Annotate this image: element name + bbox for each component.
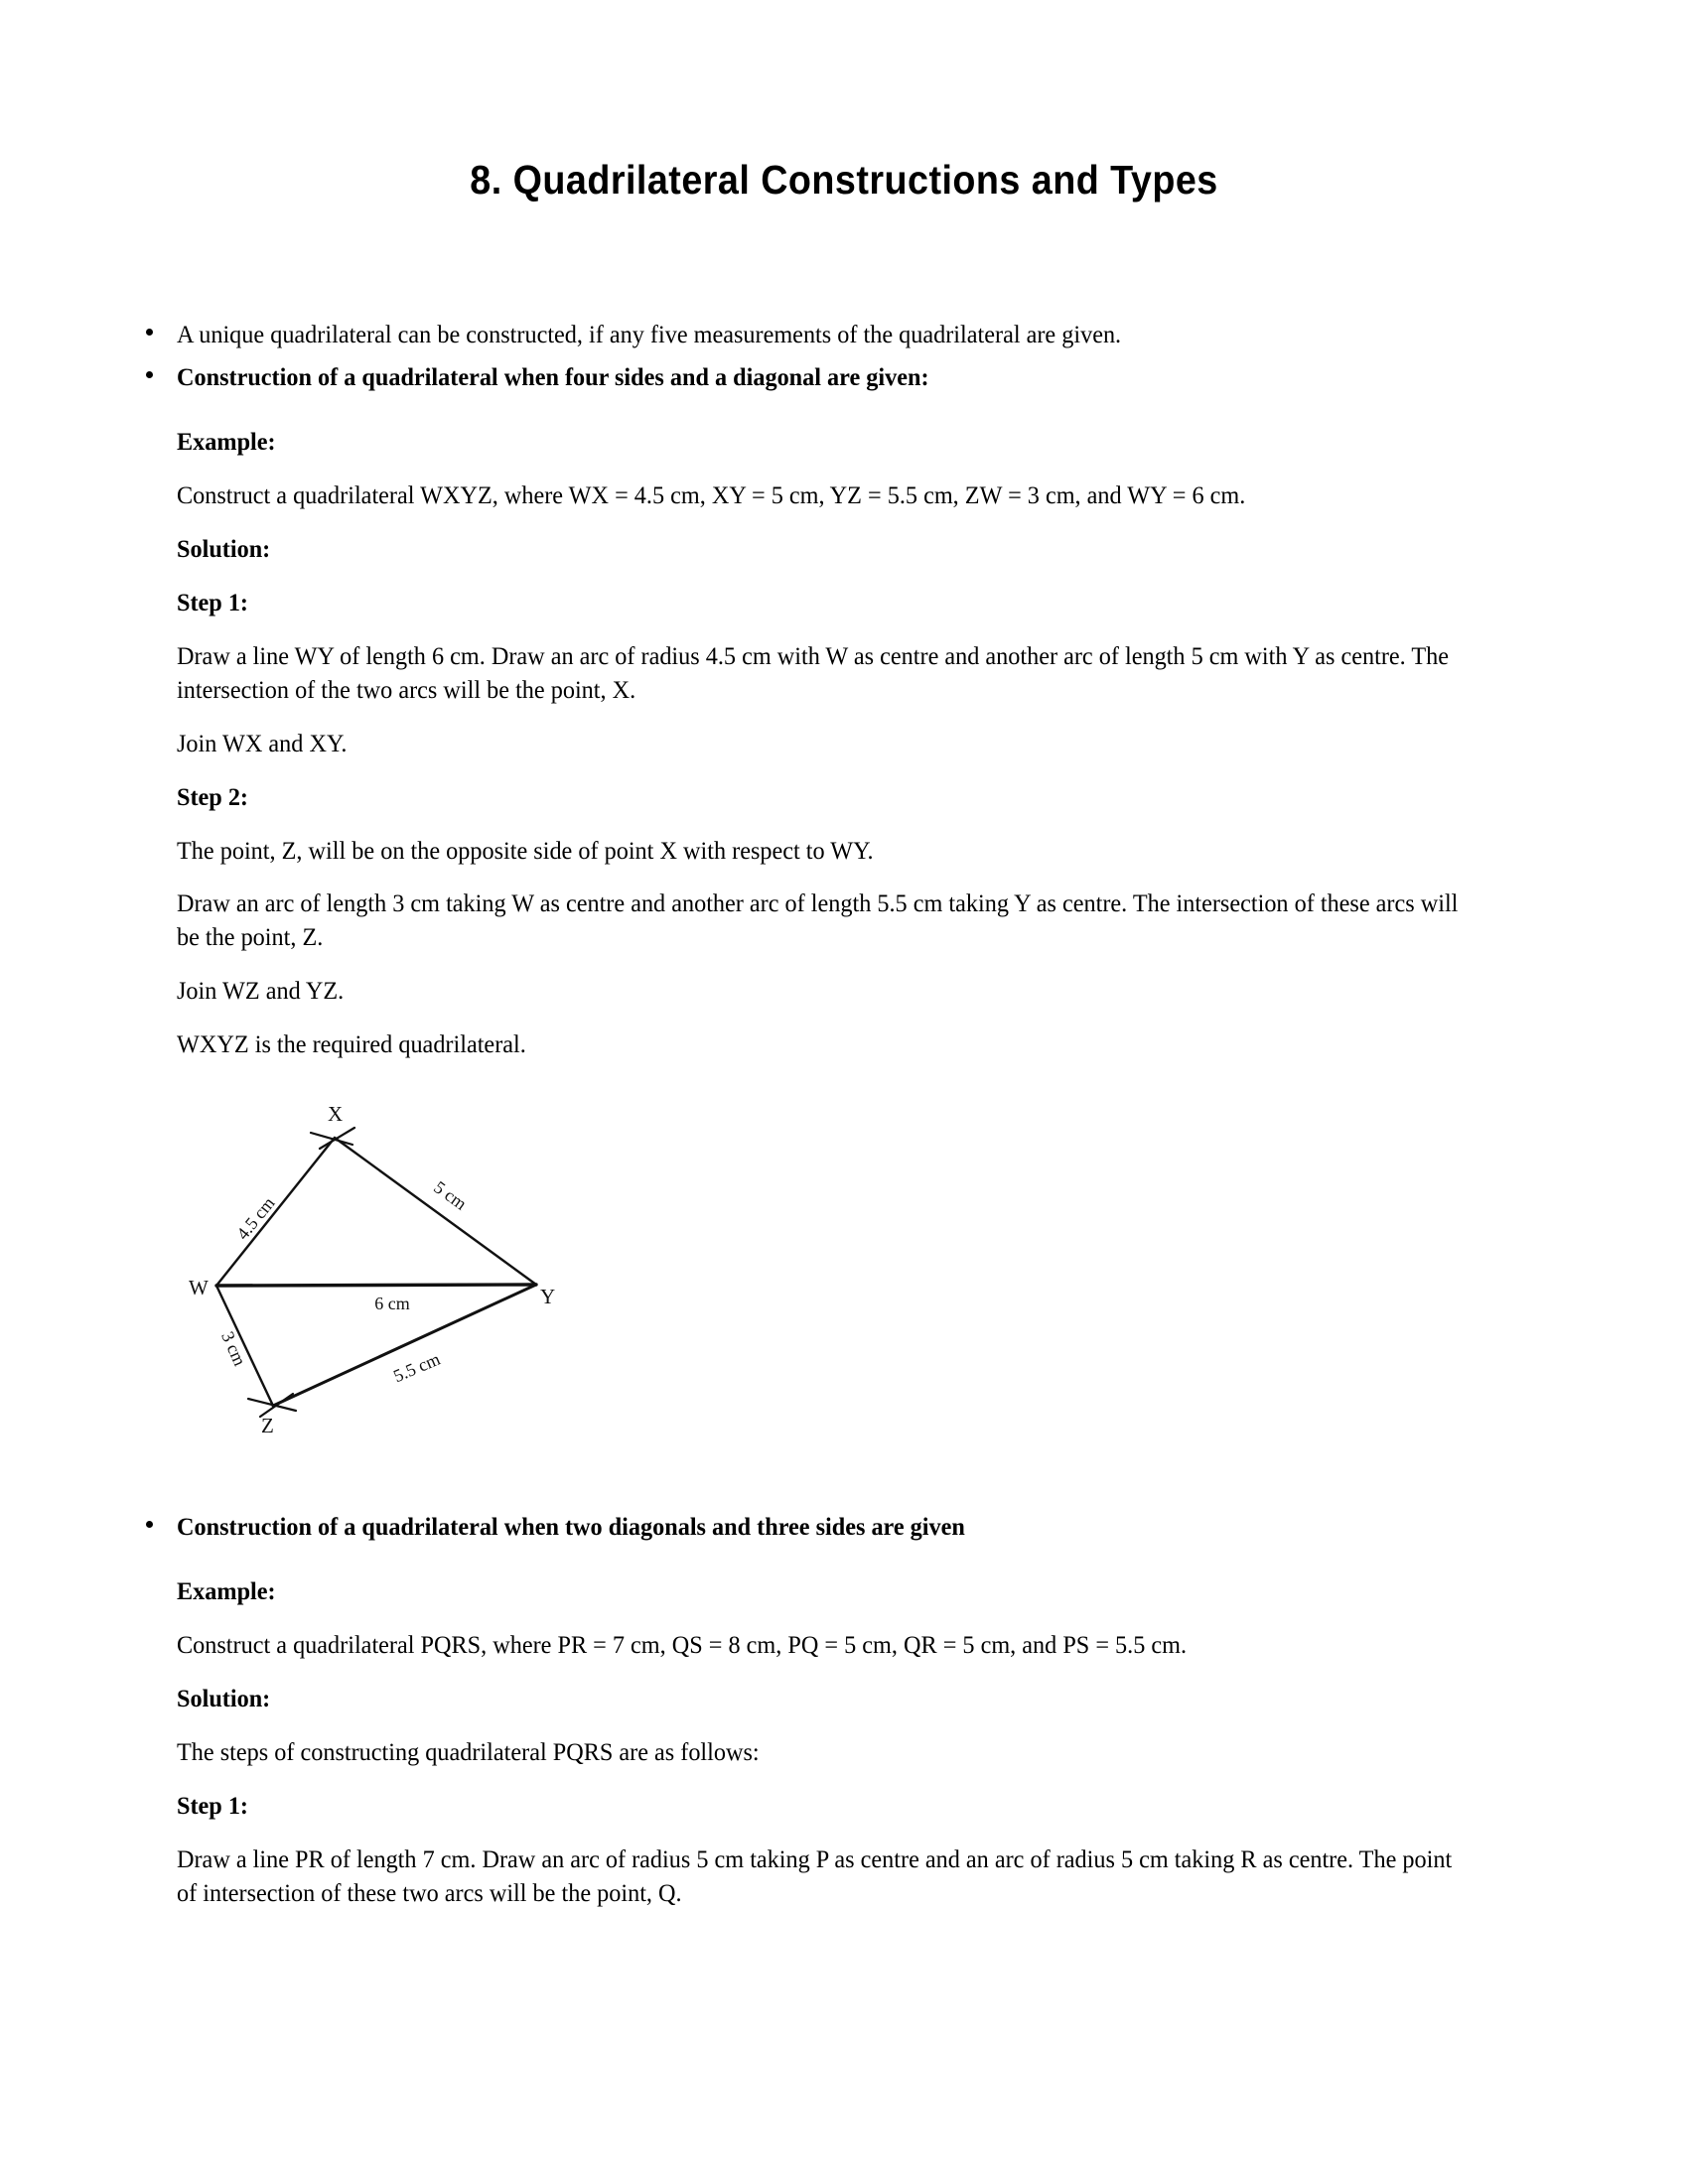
step2-join — [0, 974, 1688, 1008]
example-heading — [0, 425, 1688, 459]
vertex-label-w: W — [189, 1276, 209, 1300]
bullet-text: Construction of a quadrilateral when two diagonals and three sides are given — [177, 1512, 965, 1542]
edge-wx — [216, 1138, 335, 1286]
step1-label: Step 1: — [177, 588, 249, 616]
solution-heading — [0, 532, 1688, 566]
step1-join-text: Join WX and XY. — [177, 728, 348, 757]
quadrilateral-diagram-svg — [149, 1083, 665, 1450]
list-item — [0, 318, 1688, 350]
example-heading-2 — [0, 1574, 1688, 1608]
edge-label-3cm: 3 cm — [217, 1328, 250, 1369]
step2-text-2: Draw an arc of length 3 cm taking W as centre and another arc of length 5.5 cm taking Y as centre. The intersection of these arcs will be the point, Z. — [177, 888, 1459, 952]
quadrilateral-wxyz-figure — [149, 1083, 665, 1440]
step2-text-1: The point, Z, will be on the opposite side of point X with respect to WY. — [177, 835, 874, 865]
edge-wy-diagonal — [216, 1285, 536, 1286]
arc-tick-marks — [248, 1128, 354, 1417]
conclusion — [0, 1027, 1688, 1061]
example-label: Example: — [177, 427, 276, 457]
step1-label-2: Step 1: — [177, 1790, 249, 1820]
bullet-dot-icon — [146, 1521, 153, 1528]
vertex-label-z: Z — [261, 1414, 274, 1438]
solution-heading-2 — [0, 1682, 1688, 1715]
document-content — [0, 318, 1688, 1930]
step2-join-text: Join WZ and YZ. — [177, 976, 345, 1006]
step1-heading-2 — [0, 1789, 1688, 1823]
step1-body — [0, 639, 1688, 707]
step2-body-1 — [0, 834, 1688, 868]
page-title: 8. Quadrilateral Constructions and Types — [470, 157, 1218, 204]
edge-label-6cm: 6 cm — [374, 1294, 410, 1314]
quadrilateral-edges — [216, 1138, 536, 1406]
vertex-label-y: Y — [540, 1285, 556, 1309]
list-item — [0, 1510, 1688, 1543]
solution-body-2 — [0, 1735, 1688, 1769]
conclusion-text: WXYZ is the required quadrilateral. — [177, 1029, 526, 1059]
step1-text: Draw a line WY of length 6 cm. Draw an arc of radius 4.5 cm with W as centre and another arc of length 5 cm with Y as centre. The intersection of the two arcs will be the point, X. — [177, 640, 1450, 704]
solution-label: Solution: — [177, 534, 271, 564]
edge-label-5cm: 5 cm — [430, 1176, 471, 1214]
edge-label-4-5cm: 4.5 cm — [232, 1192, 279, 1244]
example-label-2: Example: — [177, 1576, 276, 1606]
tick-x-right — [320, 1128, 354, 1149]
step2-heading — [0, 780, 1688, 814]
step1-text-2: Draw a line PR of length 7 cm. Draw an arc of radius 5 cm taking P as centre and an arc of radius 5 cm taking R as centre. The point of intersection of these two arcs will be the point, Q. — [177, 1843, 1453, 1907]
step1-heading — [0, 586, 1688, 619]
example-text: Construct a quadrilateral WXYZ, where WX = 4.5 cm, XY = 5 cm, YZ = 5.5 cm, ZW = 3 cm, and WY = 6 cm. — [177, 480, 1246, 510]
step1-join — [0, 727, 1688, 760]
bullet-text: A unique quadrilateral can be constructed, if any five measurements of the quadrilateral are given. — [177, 320, 1122, 348]
step2-body-2 — [0, 887, 1688, 954]
solution-label-2: Solution: — [177, 1684, 271, 1713]
bullet-text: Construction of a quadrilateral when four sides and a diagonal are given: — [177, 362, 929, 392]
solution-text-2: The steps of constructing quadrilateral PQRS are as follows: — [177, 1736, 760, 1766]
step1-body-2 — [0, 1843, 1688, 1910]
bullet-dot-icon — [146, 329, 153, 336]
vertex-labels — [189, 1102, 555, 1437]
bullet-dot-icon — [146, 371, 153, 378]
list-item — [0, 360, 1688, 393]
example-body-2 — [0, 1628, 1688, 1662]
vertex-label-x: X — [328, 1102, 344, 1127]
step2-label: Step 2: — [177, 781, 249, 811]
edge-xy — [335, 1138, 536, 1285]
edge-label-5-5cm: 5.5 cm — [390, 1348, 444, 1387]
example-text-2: Construct a quadrilateral PQRS, where PR = 7 cm, QS = 8 cm, PQ = 5 cm, QR = 5 cm, and PS = 5.5 cm. — [177, 1630, 1188, 1660]
example-body — [0, 478, 1688, 512]
